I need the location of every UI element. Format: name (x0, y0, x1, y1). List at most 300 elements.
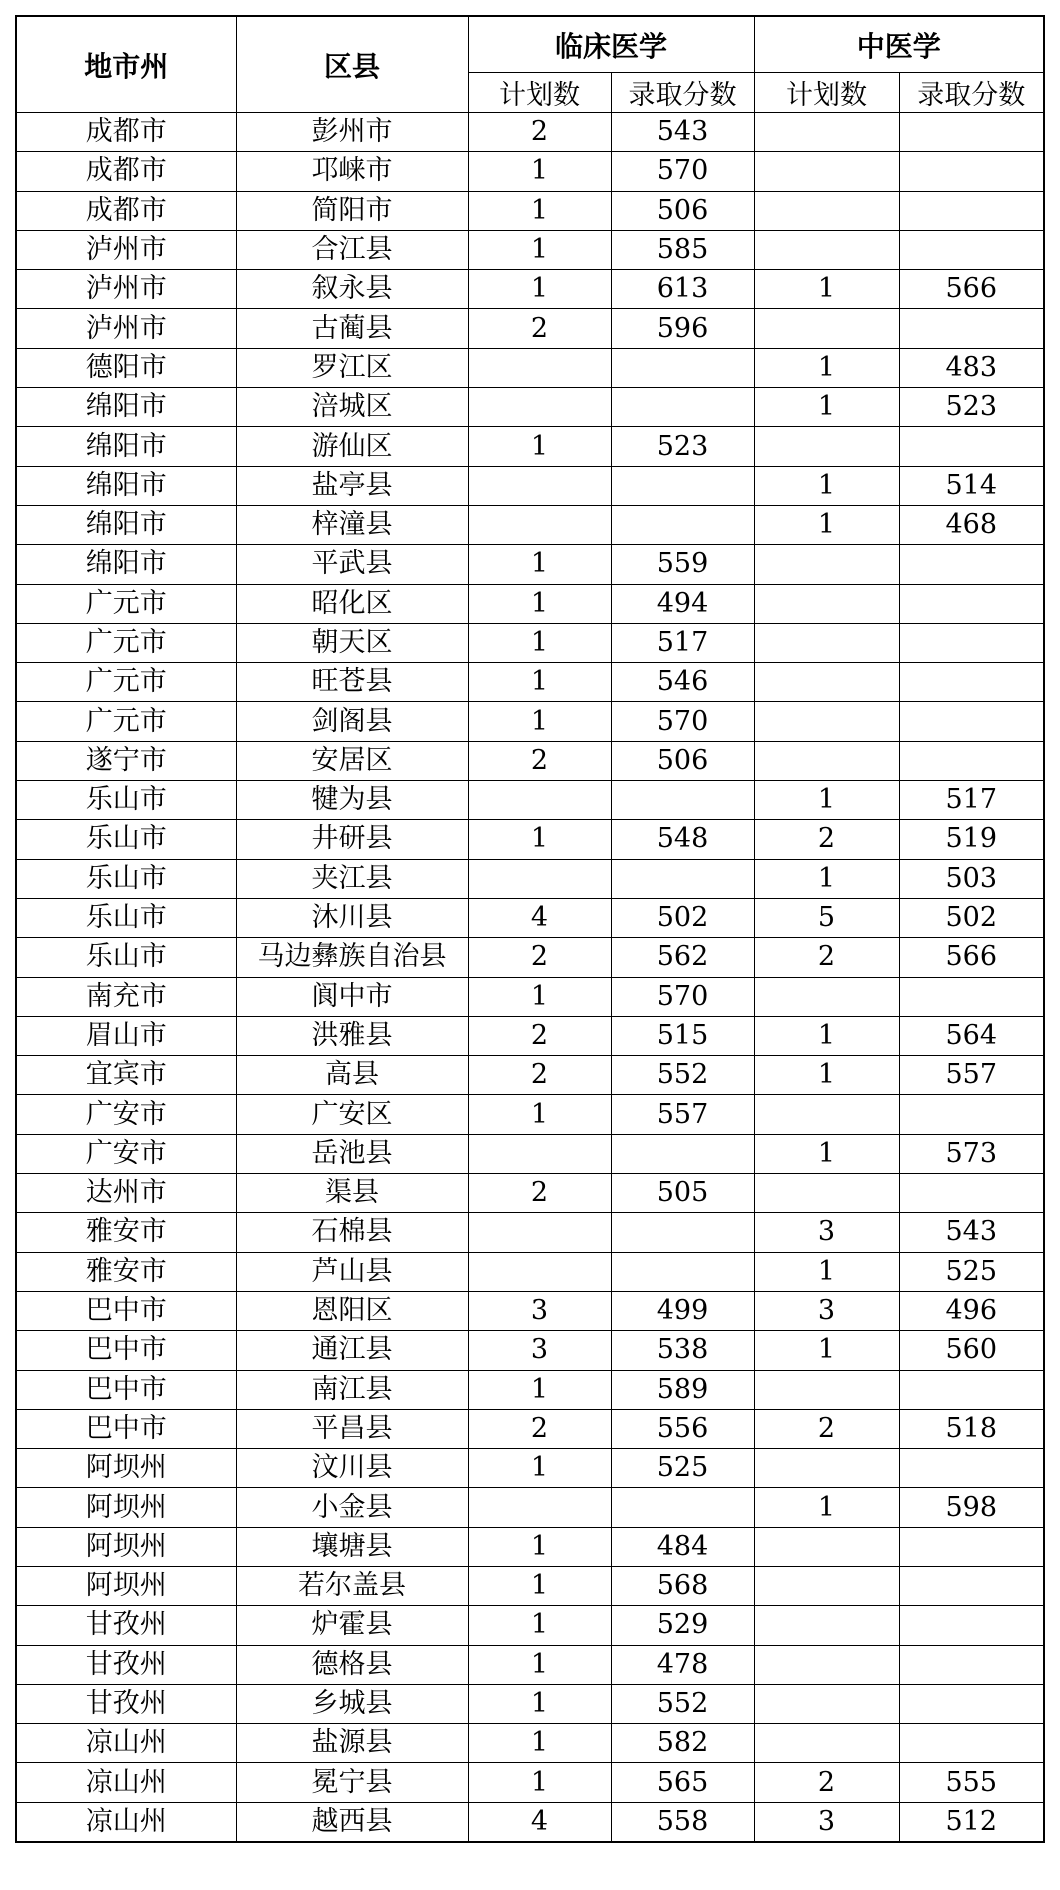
cell-clinical-plan: 1 (468, 820, 611, 859)
cell-tcm-score (899, 1566, 1044, 1605)
cell-clinical-score (611, 1134, 754, 1173)
table-row (16, 1449, 1044, 1488)
cell-city: 甘孜州 (16, 1684, 236, 1723)
cell-county: 小金县 (236, 1488, 468, 1527)
table-row (16, 152, 1044, 191)
cell-county: 平昌县 (236, 1409, 468, 1448)
cell-clinical-score (611, 466, 754, 505)
cell-tcm-score (899, 1684, 1044, 1723)
table-row (16, 230, 1044, 269)
cell-county: 高县 (236, 1056, 468, 1095)
cell-county: 简阳市 (236, 191, 468, 230)
cell-clinical-score: 484 (611, 1527, 754, 1566)
cell-clinical-plan: 1 (468, 1449, 611, 1488)
cell-clinical-plan: 1 (468, 1763, 611, 1802)
cell-county: 盐源县 (236, 1724, 468, 1763)
cell-clinical-plan: 1 (468, 1645, 611, 1684)
cell-tcm-plan (754, 1684, 899, 1723)
cell-clinical-plan: 1 (468, 427, 611, 466)
cell-county: 昭化区 (236, 584, 468, 623)
table-row (16, 781, 1044, 820)
cell-tcm-score (899, 1527, 1044, 1566)
header-clinical-plan: 计划数 (468, 73, 611, 113)
table-row (16, 741, 1044, 780)
cell-county: 乡城县 (236, 1684, 468, 1723)
cell-city: 雅安市 (16, 1213, 236, 1252)
cell-tcm-score: 518 (899, 1409, 1044, 1448)
table-row (16, 270, 1044, 309)
cell-tcm-plan (754, 1370, 899, 1409)
cell-clinical-plan: 1 (468, 1527, 611, 1566)
cell-clinical-score (611, 348, 754, 387)
cell-tcm-plan (754, 1566, 899, 1605)
cell-clinical-plan (468, 781, 611, 820)
cell-clinical-score: 552 (611, 1684, 754, 1723)
table-row (16, 702, 1044, 741)
cell-tcm-score: 514 (899, 466, 1044, 505)
cell-city: 达州市 (16, 1174, 236, 1213)
cell-clinical-plan: 1 (468, 230, 611, 269)
cell-clinical-plan: 1 (468, 1370, 611, 1409)
table-row (16, 1763, 1044, 1802)
cell-clinical-plan: 3 (468, 1291, 611, 1330)
cell-clinical-score (611, 859, 754, 898)
cell-city: 绵阳市 (16, 466, 236, 505)
cell-tcm-score (899, 623, 1044, 662)
cell-tcm-score: 566 (899, 938, 1044, 977)
cell-tcm-plan: 3 (754, 1291, 899, 1330)
cell-clinical-plan: 4 (468, 1802, 611, 1842)
cell-tcm-plan: 1 (754, 505, 899, 544)
cell-tcm-plan: 2 (754, 938, 899, 977)
cell-city: 巴中市 (16, 1409, 236, 1448)
cell-clinical-score (611, 505, 754, 544)
cell-clinical-score: 506 (611, 191, 754, 230)
cell-clinical-score: 478 (611, 1645, 754, 1684)
cell-tcm-score (899, 1174, 1044, 1213)
cell-county: 冕宁县 (236, 1763, 468, 1802)
cell-city: 阿坝州 (16, 1488, 236, 1527)
cell-clinical-plan: 1 (468, 1606, 611, 1645)
cell-tcm-score: 523 (899, 388, 1044, 427)
cell-county: 芦山县 (236, 1252, 468, 1291)
cell-tcm-plan: 2 (754, 820, 899, 859)
cell-city: 巴中市 (16, 1370, 236, 1409)
cell-city: 成都市 (16, 152, 236, 191)
cell-clinical-plan (468, 1488, 611, 1527)
table-row (16, 1056, 1044, 1095)
cell-tcm-plan: 1 (754, 1056, 899, 1095)
table-row (16, 388, 1044, 427)
cell-clinical-plan: 1 (468, 545, 611, 584)
cell-city: 绵阳市 (16, 388, 236, 427)
header-city: 地市州 (16, 16, 236, 113)
cell-clinical-plan: 2 (468, 1016, 611, 1055)
header-clinical-medicine: 临床医学 (468, 16, 754, 73)
cell-city: 绵阳市 (16, 505, 236, 544)
cell-clinical-score: 568 (611, 1566, 754, 1605)
cell-clinical-score (611, 1213, 754, 1252)
cell-tcm-plan: 1 (754, 1488, 899, 1527)
table-row (16, 1645, 1044, 1684)
table-row (16, 1802, 1044, 1842)
cell-clinical-score: 515 (611, 1016, 754, 1055)
cell-tcm-plan: 1 (754, 1331, 899, 1370)
cell-clinical-plan: 1 (468, 1684, 611, 1723)
cell-clinical-score: 529 (611, 1606, 754, 1645)
cell-county: 剑阁县 (236, 702, 468, 741)
cell-tcm-plan (754, 741, 899, 780)
cell-tcm-plan: 1 (754, 781, 899, 820)
cell-city: 德阳市 (16, 348, 236, 387)
cell-city: 广安市 (16, 1095, 236, 1134)
cell-county: 南江县 (236, 1370, 468, 1409)
header-tcm-plan: 计划数 (754, 73, 899, 113)
cell-city: 乐山市 (16, 898, 236, 937)
cell-clinical-plan (468, 1213, 611, 1252)
cell-tcm-plan (754, 309, 899, 348)
cell-clinical-plan: 2 (468, 113, 611, 152)
cell-clinical-score: 546 (611, 663, 754, 702)
table-row (16, 1134, 1044, 1173)
cell-clinical-score: 570 (611, 152, 754, 191)
cell-county: 叙永县 (236, 270, 468, 309)
cell-city: 绵阳市 (16, 545, 236, 584)
cell-clinical-score: 502 (611, 898, 754, 937)
cell-clinical-score: 596 (611, 309, 754, 348)
cell-tcm-score: 555 (899, 1763, 1044, 1802)
table-row (16, 1213, 1044, 1252)
cell-clinical-plan (468, 348, 611, 387)
cell-tcm-plan: 1 (754, 1134, 899, 1173)
cell-tcm-score (899, 545, 1044, 584)
cell-county: 古蔺县 (236, 309, 468, 348)
cell-tcm-score (899, 977, 1044, 1016)
cell-clinical-score: 506 (611, 741, 754, 780)
cell-tcm-plan: 1 (754, 1252, 899, 1291)
cell-county: 平武县 (236, 545, 468, 584)
cell-city: 泸州市 (16, 270, 236, 309)
table-row (16, 977, 1044, 1016)
cell-clinical-score (611, 1488, 754, 1527)
cell-tcm-score: 503 (899, 859, 1044, 898)
cell-city: 凉山州 (16, 1724, 236, 1763)
table-row (16, 623, 1044, 662)
cell-tcm-score: 573 (899, 1134, 1044, 1173)
cell-tcm-score (899, 113, 1044, 152)
cell-tcm-plan: 3 (754, 1213, 899, 1252)
cell-clinical-score (611, 388, 754, 427)
cell-county: 岳池县 (236, 1134, 468, 1173)
cell-city: 乐山市 (16, 859, 236, 898)
table-row (16, 545, 1044, 584)
cell-city: 成都市 (16, 113, 236, 152)
cell-clinical-score: 517 (611, 623, 754, 662)
cell-tcm-score: 519 (899, 820, 1044, 859)
cell-clinical-plan (468, 1134, 611, 1173)
table-row (16, 898, 1044, 937)
cell-tcm-plan (754, 113, 899, 152)
cell-city: 泸州市 (16, 230, 236, 269)
admission-table-container (15, 15, 1045, 1843)
cell-clinical-score: 499 (611, 1291, 754, 1330)
cell-city: 成都市 (16, 191, 236, 230)
cell-city: 雅安市 (16, 1252, 236, 1291)
cell-tcm-score (899, 584, 1044, 623)
cell-clinical-score: 582 (611, 1724, 754, 1763)
cell-county: 壤塘县 (236, 1527, 468, 1566)
table-row (16, 191, 1044, 230)
cell-county: 盐亭县 (236, 466, 468, 505)
cell-tcm-score: 560 (899, 1331, 1044, 1370)
table-row (16, 113, 1044, 152)
cell-city: 广安市 (16, 1134, 236, 1173)
table-row (16, 1016, 1044, 1055)
cell-clinical-plan: 1 (468, 191, 611, 230)
cell-clinical-score: 543 (611, 113, 754, 152)
cell-city: 巴中市 (16, 1331, 236, 1370)
cell-tcm-plan (754, 545, 899, 584)
cell-tcm-plan (754, 702, 899, 741)
header-tcm-score: 录取分数 (899, 73, 1044, 113)
cell-clinical-plan (468, 466, 611, 505)
cell-clinical-plan: 2 (468, 938, 611, 977)
cell-clinical-score: 562 (611, 938, 754, 977)
cell-tcm-plan: 1 (754, 859, 899, 898)
cell-tcm-plan (754, 1449, 899, 1488)
cell-county: 游仙区 (236, 427, 468, 466)
cell-clinical-plan: 2 (468, 741, 611, 780)
cell-tcm-score: 557 (899, 1056, 1044, 1095)
cell-county: 涪城区 (236, 388, 468, 427)
table-row (16, 1095, 1044, 1134)
cell-clinical-score (611, 1252, 754, 1291)
cell-clinical-score: 538 (611, 1331, 754, 1370)
cell-county: 阆中市 (236, 977, 468, 1016)
cell-county: 渠县 (236, 1174, 468, 1213)
cell-county: 彭州市 (236, 113, 468, 152)
cell-city: 凉山州 (16, 1763, 236, 1802)
cell-tcm-plan (754, 152, 899, 191)
cell-tcm-score (899, 191, 1044, 230)
cell-tcm-score: 496 (899, 1291, 1044, 1330)
cell-county: 邛崃市 (236, 152, 468, 191)
cell-clinical-plan: 2 (468, 1174, 611, 1213)
cell-tcm-score (899, 427, 1044, 466)
table-row (16, 1252, 1044, 1291)
cell-clinical-score: 523 (611, 427, 754, 466)
cell-tcm-score (899, 1449, 1044, 1488)
cell-county: 恩阳区 (236, 1291, 468, 1330)
cell-clinical-score (611, 781, 754, 820)
table-row (16, 584, 1044, 623)
cell-clinical-score: 589 (611, 1370, 754, 1409)
cell-city: 广元市 (16, 702, 236, 741)
table-row (16, 1527, 1044, 1566)
cell-city: 乐山市 (16, 781, 236, 820)
cell-clinical-plan: 3 (468, 1331, 611, 1370)
cell-clinical-plan: 1 (468, 152, 611, 191)
table-row (16, 1606, 1044, 1645)
cell-city: 泸州市 (16, 309, 236, 348)
cell-tcm-plan: 1 (754, 466, 899, 505)
cell-city: 广元市 (16, 663, 236, 702)
cell-tcm-plan: 1 (754, 348, 899, 387)
cell-tcm-plan (754, 427, 899, 466)
cell-clinical-score: 558 (611, 1802, 754, 1842)
cell-tcm-score: 512 (899, 1802, 1044, 1842)
cell-tcm-score (899, 309, 1044, 348)
cell-county: 朝天区 (236, 623, 468, 662)
header-clinical-score: 录取分数 (611, 73, 754, 113)
cell-clinical-score: 548 (611, 820, 754, 859)
cell-tcm-plan: 1 (754, 1016, 899, 1055)
cell-county: 沐川县 (236, 898, 468, 937)
cell-city: 眉山市 (16, 1016, 236, 1055)
cell-county: 合江县 (236, 230, 468, 269)
cell-clinical-plan: 1 (468, 977, 611, 1016)
cell-tcm-plan (754, 1095, 899, 1134)
cell-tcm-score (899, 1095, 1044, 1134)
table-row (16, 1724, 1044, 1763)
cell-tcm-score: 564 (899, 1016, 1044, 1055)
cell-city: 巴中市 (16, 1291, 236, 1330)
cell-tcm-plan: 5 (754, 898, 899, 937)
cell-clinical-score: 613 (611, 270, 754, 309)
cell-tcm-plan (754, 1527, 899, 1566)
cell-county: 汶川县 (236, 1449, 468, 1488)
cell-county: 广安区 (236, 1095, 468, 1134)
table-header (16, 16, 1044, 113)
cell-city: 阿坝州 (16, 1566, 236, 1605)
header-tcm: 中医学 (754, 16, 1044, 73)
table-row (16, 938, 1044, 977)
cell-county: 德格县 (236, 1645, 468, 1684)
cell-clinical-plan: 2 (468, 1056, 611, 1095)
cell-tcm-plan (754, 584, 899, 623)
header-county: 区县 (236, 16, 468, 113)
cell-clinical-score: 559 (611, 545, 754, 584)
table-row (16, 505, 1044, 544)
table-row (16, 348, 1044, 387)
cell-county: 越西县 (236, 1802, 468, 1842)
table-row (16, 1684, 1044, 1723)
cell-tcm-plan (754, 1724, 899, 1763)
table-body (16, 113, 1044, 1843)
cell-tcm-score: 566 (899, 270, 1044, 309)
table-row (16, 663, 1044, 702)
cell-tcm-plan: 1 (754, 388, 899, 427)
cell-county: 通江县 (236, 1331, 468, 1370)
cell-clinical-score: 570 (611, 702, 754, 741)
table-row (16, 1409, 1044, 1448)
cell-tcm-score: 543 (899, 1213, 1044, 1252)
cell-tcm-score (899, 1370, 1044, 1409)
cell-city: 凉山州 (16, 1802, 236, 1842)
cell-tcm-plan (754, 191, 899, 230)
cell-clinical-plan (468, 859, 611, 898)
cell-county: 梓潼县 (236, 505, 468, 544)
cell-clinical-plan: 2 (468, 309, 611, 348)
cell-tcm-plan (754, 230, 899, 269)
cell-clinical-plan: 1 (468, 270, 611, 309)
cell-clinical-score: 525 (611, 1449, 754, 1488)
cell-city: 南充市 (16, 977, 236, 1016)
cell-county: 炉霍县 (236, 1606, 468, 1645)
cell-county: 夹江县 (236, 859, 468, 898)
table-row (16, 859, 1044, 898)
cell-clinical-score: 505 (611, 1174, 754, 1213)
cell-tcm-score: 517 (899, 781, 1044, 820)
cell-clinical-plan: 2 (468, 1409, 611, 1448)
cell-clinical-plan: 1 (468, 1566, 611, 1605)
cell-tcm-plan (754, 1174, 899, 1213)
table-row (16, 1566, 1044, 1605)
cell-tcm-score (899, 230, 1044, 269)
cell-tcm-plan (754, 977, 899, 1016)
cell-city: 乐山市 (16, 938, 236, 977)
cell-county: 安居区 (236, 741, 468, 780)
table-row (16, 1370, 1044, 1409)
cell-tcm-score (899, 1606, 1044, 1645)
cell-city: 阿坝州 (16, 1527, 236, 1566)
cell-clinical-score: 552 (611, 1056, 754, 1095)
cell-tcm-plan: 1 (754, 270, 899, 309)
table-row (16, 466, 1044, 505)
cell-clinical-plan (468, 505, 611, 544)
cell-clinical-score: 570 (611, 977, 754, 1016)
cell-clinical-plan (468, 388, 611, 427)
cell-city: 广元市 (16, 584, 236, 623)
cell-clinical-score: 494 (611, 584, 754, 623)
cell-tcm-score (899, 1645, 1044, 1684)
table-row (16, 309, 1044, 348)
cell-city: 甘孜州 (16, 1606, 236, 1645)
cell-county: 罗江区 (236, 348, 468, 387)
table-row (16, 1174, 1044, 1213)
cell-county: 若尔盖县 (236, 1566, 468, 1605)
cell-tcm-score (899, 702, 1044, 741)
cell-clinical-score: 556 (611, 1409, 754, 1448)
cell-clinical-plan: 1 (468, 1724, 611, 1763)
cell-city: 宜宾市 (16, 1056, 236, 1095)
cell-clinical-score: 565 (611, 1763, 754, 1802)
cell-tcm-plan (754, 663, 899, 702)
cell-clinical-plan: 1 (468, 584, 611, 623)
cell-county: 洪雅县 (236, 1016, 468, 1055)
cell-clinical-plan (468, 1252, 611, 1291)
table-row (16, 427, 1044, 466)
cell-tcm-score: 483 (899, 348, 1044, 387)
cell-city: 遂宁市 (16, 741, 236, 780)
admission-table (15, 15, 1045, 1843)
cell-clinical-plan: 1 (468, 1095, 611, 1134)
cell-tcm-plan: 3 (754, 1802, 899, 1842)
cell-tcm-plan: 2 (754, 1409, 899, 1448)
table-row (16, 1488, 1044, 1527)
cell-county: 旺苍县 (236, 663, 468, 702)
cell-tcm-score: 598 (899, 1488, 1044, 1527)
cell-clinical-plan: 1 (468, 663, 611, 702)
cell-tcm-score: 525 (899, 1252, 1044, 1291)
cell-city: 广元市 (16, 623, 236, 662)
cell-clinical-plan: 4 (468, 898, 611, 937)
cell-tcm-plan (754, 623, 899, 662)
cell-tcm-score: 502 (899, 898, 1044, 937)
cell-clinical-plan: 1 (468, 623, 611, 662)
table-row (16, 1291, 1044, 1330)
cell-tcm-score: 468 (899, 505, 1044, 544)
